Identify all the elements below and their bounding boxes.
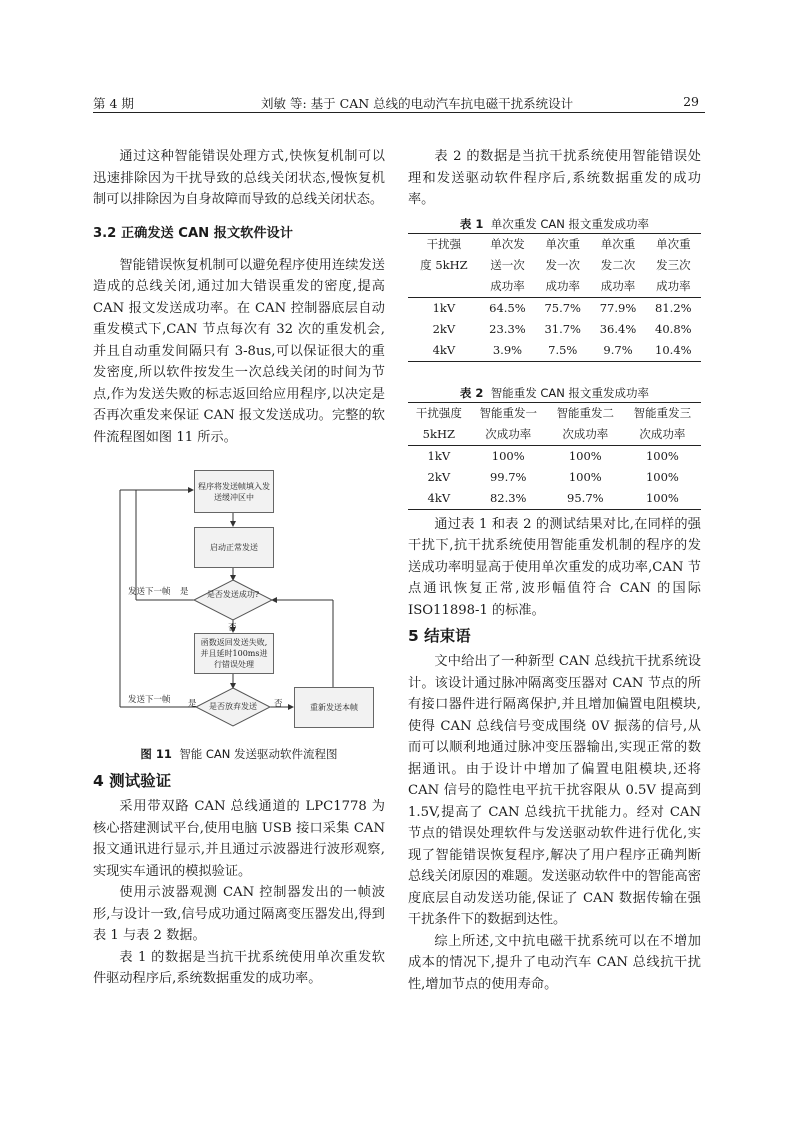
table-cell: 36.4%	[599, 321, 637, 336]
right-column	[408, 146, 701, 995]
table-1-caption	[408, 215, 701, 233]
table-cell: 77.9%	[590, 297, 645, 319]
paragraph: 文中给出了一种新型 CAN 总线抗干扰系统设计。该设计通过脉冲隔离变压器对 CAN 节点的所有接口器件进行隔离保护,并且增加偏置电阻模块,使得 CAN 总线信号变成围绕 0V 振荡的信号,从而可以顺利地通过脉冲变压器输出,实现正常的数据通讯。由于设计中增加了偏置电阻模块,还将 CAN 信号的隐性电平抗干扰容限从 0.5V 提高到 1.5V,提高了 CAN 总线抗干扰能力。经对 CAN 节点的错误处理软件与发送驱动软件进行优化,实现了智能错误恢复程序,解决了用户程序正确判断总线关闭原因的难题。发送驱动软件中的智能高密度底层自动发送功能,保证了 CAN 数据传输在强干扰条件下的数据到达性。	[408, 654, 701, 927]
section-heading-4: 4 测试验证	[93, 772, 172, 790]
table-cell: 7.5%	[535, 340, 590, 362]
page-number: 29	[683, 94, 699, 109]
table-1-number: 表 1	[459, 216, 484, 231]
table-header-cell: 次成功率	[485, 426, 532, 441]
table-cell: 31.7%	[544, 321, 581, 336]
table-header-cell: 发二次	[600, 257, 636, 272]
table-cell: 100%	[470, 445, 547, 467]
table-header-cell: 次成功率	[639, 426, 686, 441]
table-cell: 100%	[568, 469, 602, 484]
figure-caption	[93, 746, 385, 762]
table-cell: 10.4%	[646, 340, 701, 362]
table-cell: 2kV	[427, 469, 451, 484]
table-header-cell: 智能重发三	[624, 402, 701, 424]
paragraph: 通过这种智能错误处理方式,快恢复机制可以迅速排除因为干扰导致的总线关闭状态,慢恢复机制可以排除因为自身故障而导致的总线关闭状态。	[93, 149, 385, 207]
table-cell: 100%	[547, 445, 624, 467]
decision-label-sent: 是否发送成功?	[206, 590, 260, 599]
table-header-cell: 成功率	[490, 278, 525, 293]
decision-label-abort: 是否放弃发送	[209, 702, 257, 711]
table-cell: 4kV	[408, 488, 470, 510]
decision-diamond-sent	[194, 580, 272, 620]
table-2	[408, 402, 701, 510]
table-cell: 100%	[624, 445, 701, 467]
flow-label-send-next: 发送下一帧	[128, 587, 171, 597]
paragraph: 表 1 的数据是当抗干扰系统使用单次重发软件驱动程序后,系统数据重发的成功率。	[93, 949, 385, 986]
flow-label-send-next: 发送下一帧	[128, 695, 171, 705]
flowchart-figure-11	[118, 466, 378, 734]
left-column-bottom	[93, 770, 385, 990]
figure-number: 图 11	[140, 747, 172, 761]
paragraph: 使用示波器观测 CAN 控制器发出的一帧波形,与设计一致,信号成功通过隔离变压器发出,得到表 1 与表 2 数据。	[93, 885, 385, 943]
table-header-cell: 度 5kHZ	[420, 257, 468, 272]
left-column-top	[93, 146, 385, 448]
table-header-cell: 单次发	[480, 233, 535, 255]
table-cell: 1kV	[408, 297, 480, 319]
paragraph: 智能错误恢复机制可以避免程序使用连续发送造成的总线关闭,通过加大错误重发的密度,提高 CAN 报文发送成功率。在 CAN 控制器底层自动重发模式下,CAN 节点每次有 32 次的重发机会,并且自动重发间隔只有 3-8us,可以保证很大的重发密度,所以软件按发生一次总线关闭的时间为节点,作为发送失败的标志返回给应用程序,以决定是否再次重发来保证 CAN 报文发送成功。完整的软件流程图如图 11 所示。	[93, 257, 385, 445]
flow-box-start-send: 启动正常发送	[194, 527, 274, 568]
table-cell: 40.8%	[655, 321, 692, 336]
table-header-cell: 次成功率	[562, 426, 609, 441]
table-cell: 64.5%	[480, 297, 535, 319]
table-2-caption	[408, 384, 701, 402]
table-cell: 82.3%	[470, 488, 547, 510]
table-header-cell: 发三次	[656, 257, 691, 272]
flow-label-yes: 是	[180, 587, 189, 597]
table-cell: 4kV	[408, 340, 480, 362]
flow-box-fill-buffer: 程序将发送帧填入发送缓冲区中	[194, 470, 274, 513]
table-cell: 100%	[645, 469, 679, 484]
table-header-cell: 送一次	[490, 257, 525, 272]
table-cell: 23.3%	[489, 321, 526, 336]
section-heading-5: 5 结束语	[408, 627, 471, 645]
flow-box-return-fail: 函数返回发送失败,并且延时100ms进行错误处理	[194, 633, 274, 674]
paragraph: 表 2 的数据是当抗干扰系统使用智能错误处理和发送驱动软件程序后,系统数据重发的成功率。	[408, 149, 701, 207]
running-header	[93, 92, 705, 113]
table-cell: 9.7%	[590, 340, 645, 362]
table-cell: 75.7%	[535, 297, 590, 319]
table-cell: 95.7%	[547, 488, 624, 510]
table-2-number: 表 2	[459, 385, 484, 400]
table-header-cell	[408, 276, 480, 298]
table-header-cell: 单次重	[535, 233, 590, 255]
flow-label-no: 否	[228, 623, 237, 633]
issue-number: 第 4 期	[93, 96, 134, 111]
table-header-cell: 智能重发二	[547, 402, 624, 424]
paragraph: 综上所述,文中抗电磁干扰系统可以在不增加成本的情况下,提升了电动汽车 CAN 总线抗干扰性,增加节点的使用寿命。	[408, 933, 701, 992]
paragraph: 采用带双路 CAN 总线通道的 LPC1778 为核心搭建测试平台,使用电脑 USB 接口采集 CAN 报文通讯进行显示,并且通过示波器进行波形观察,实现实车通讯的模拟验证。	[93, 799, 385, 879]
table-header-cell: 成功率	[545, 278, 580, 293]
table-header-cell: 成功率	[600, 278, 636, 293]
table-1	[408, 233, 701, 362]
table-cell: 2kV	[432, 321, 456, 336]
table-cell: 3.9%	[480, 340, 535, 362]
flow-label-no: 否	[274, 699, 283, 709]
paragraph: 通过表 1 和表 2 的测试结果对比,在同样的强干扰下,抗干扰系统使用智能重发机制的程序的发送成功率明显高于使用单次重发的成功率,CAN 节点通讯恢复正常,波形幅值符合 CAN 的国际 ISO11898-1 的标准。	[408, 516, 701, 618]
table-header-cell: 干扰强度	[408, 402, 470, 424]
table-cell: 99.7%	[489, 469, 527, 484]
table-header-cell: 干扰强	[408, 233, 480, 255]
table-header-cell: 5kHZ	[422, 426, 455, 441]
section-heading-3-2: 3.2 正确发送 CAN 报文软件设计	[93, 225, 293, 241]
table-cell: 1kV	[408, 445, 470, 467]
table-header-cell: 单次重	[590, 233, 645, 255]
table-2-title: 智能重发 CAN 报文重发成功率	[490, 385, 650, 400]
table-header-cell: 智能重发一	[470, 402, 547, 424]
flow-box-resend: 重新发送本帧	[294, 687, 374, 728]
running-title: 刘敏 等: 基于 CAN 总线的电动汽车抗电磁干扰系统设计	[261, 96, 574, 111]
table-cell: 81.2%	[646, 297, 701, 319]
table-header-cell: 成功率	[656, 278, 691, 293]
flow-label-yes: 是	[188, 699, 197, 709]
figure-caption-text: 智能 CAN 发送驱动软件流程图	[179, 747, 338, 761]
table-cell: 100%	[624, 488, 701, 510]
table-header-cell: 单次重	[646, 233, 701, 255]
table-1-title: 单次重发 CAN 报文重发成功率	[490, 216, 650, 231]
table-header-cell: 发一次	[545, 257, 580, 272]
